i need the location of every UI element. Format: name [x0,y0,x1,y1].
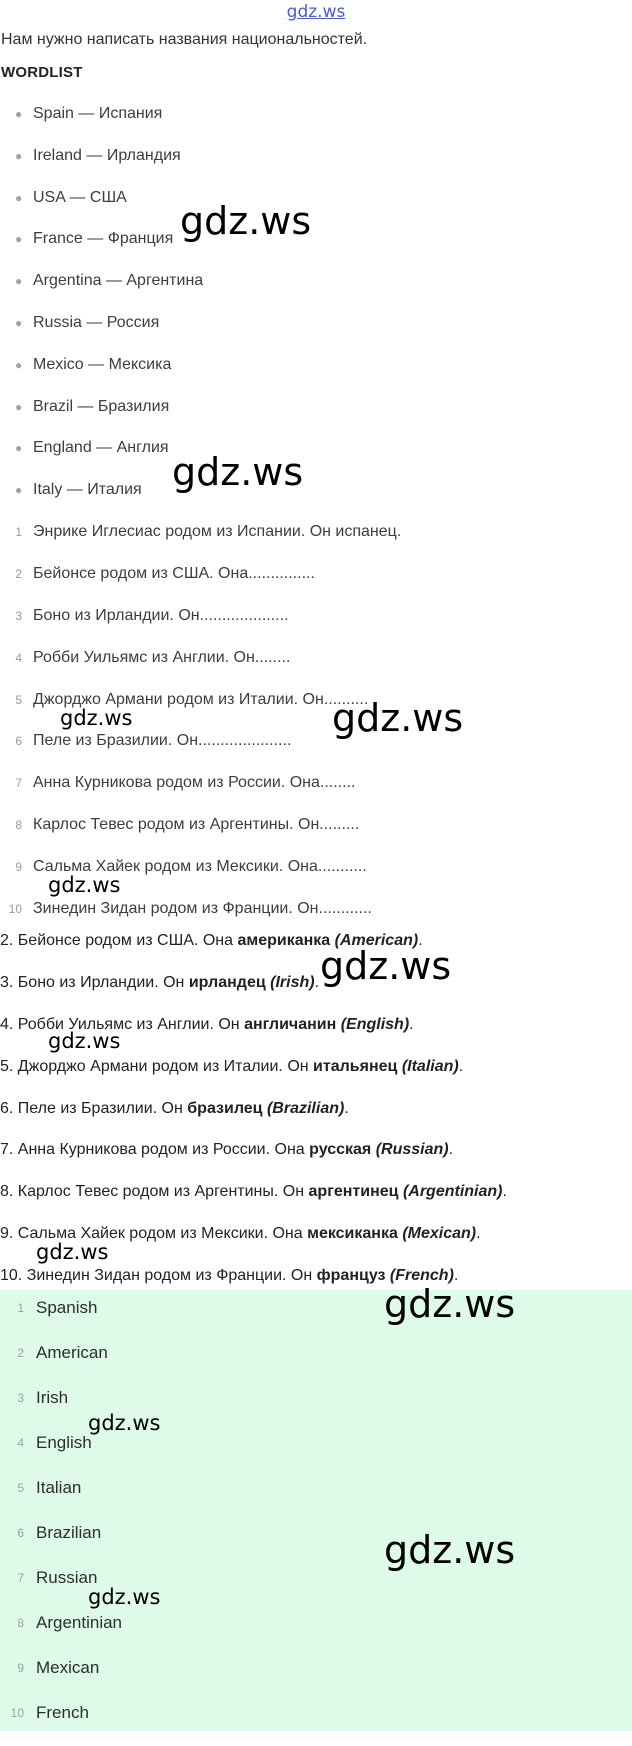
sentence-number: 7 [15,776,22,791]
watermark: gdz.ws [48,873,121,897]
wordlist-item [0,311,203,353]
answer-nationality-en: (Mexican) [402,1225,477,1243]
wordlist-text: Brazil — Бразилия [33,397,170,415]
result-item [0,1521,122,1566]
answer-nationality-en: (American) [334,932,419,949]
sentence-text: Боно из Ирландии. Он.................... [33,606,289,624]
answer-end: . [418,932,423,949]
wordlist-text: Russia — Россия [33,313,160,331]
sentence-number: 3 [15,608,22,623]
sentence-text: Джорджо Армани родом из Италии. Он.......... [33,690,369,708]
result-number: 4 [17,1436,24,1450]
result-number: 6 [17,1526,24,1540]
answer-nationality-en: (Irish) [270,973,315,991]
wordlist-item [0,395,203,437]
answer-item [0,1055,507,1097]
bullet-icon: ● [15,190,23,205]
answer-nationality-en: (Italian) [401,1057,459,1075]
bullet-icon: ● [15,274,23,289]
result-word: Brazilian [36,1523,102,1542]
result-item [0,1611,122,1656]
wordlist-text: France — Франция [33,230,174,248]
answer-nationality-ru: аргентинец [308,1183,399,1201]
answer-prefix: 6. Пеле из Бразилии. Он [0,1099,188,1117]
answer-nationality-en: (English) [340,1015,410,1033]
answer-end: . [458,1057,464,1075]
result-number: 8 [17,1616,24,1630]
answer-item [0,1097,507,1139]
sentence-number: 1 [15,525,22,539]
sentence-item [0,562,401,604]
wordlist-item [0,186,203,228]
intro-text: Нам нужно написать названия национальностей. [1,31,368,48]
answer-nationality-en: (Russian) [375,1141,449,1159]
result-word: Italian [36,1478,82,1497]
bullet-icon: ● [15,483,23,498]
answer-prefix: 8. Карлос Тевес родом из Аргентины. Он [0,1183,309,1201]
sentence-number: 9 [15,860,22,875]
sentence-text: Анна Курникова родом из России. Она........ [33,774,356,792]
sentence-number: 8 [15,818,22,833]
sentence-text: Энрике Иглесиас родом из Испании. Он испанец. [33,523,402,540]
result-number: 9 [17,1661,24,1675]
site-logo-link[interactable]: gdz.ws [286,2,346,22]
result-word: Mexican [36,1658,100,1677]
watermark: gdz.ws [172,450,304,494]
answer-end: . [476,1225,481,1243]
sentence-text: Зинедин Зидан родом из Франции. Он............ [33,900,372,918]
result-item [0,1296,122,1341]
wordlist-item [0,269,203,311]
answer-end: . [502,1183,507,1201]
answer-nationality-ru: француз [316,1267,386,1285]
answer-nationality-ru: бразилец [187,1099,263,1117]
answer-end: . [314,973,320,991]
result-item [0,1476,122,1521]
answer-nationality-ru: американка [237,932,331,949]
answer-nationality-en: (French) [389,1267,454,1285]
answer-nationality-ru: мексиканка [307,1225,398,1243]
wordlist-text: USA — США [33,188,127,206]
wordlist-text: Italy — Италия [33,481,142,499]
result-word: Spanish [36,1298,98,1317]
wordlist-text: England — Англия [33,439,169,457]
watermark: gdz.ws [36,1240,109,1264]
sentence-item [0,520,401,562]
bullet-icon: ● [15,148,23,163]
wordlist-item [0,144,203,186]
wordlist-item [0,102,203,144]
answer-nationality-ru: итальянец [313,1057,398,1075]
answer-nationality-ru: англичанин [244,1015,337,1033]
wordlist-heading: WORDLIST [1,64,83,81]
result-item [0,1701,122,1746]
sentence-text: Пеле из Бразилии. Он..................... [33,732,292,750]
watermark: gdz.ws [88,1411,161,1435]
result-number: 5 [17,1481,24,1495]
answer-prefix: 5. Джорджо Армани родом из Италии. Он [0,1057,314,1075]
answer-prefix: 7. Анна Курникова родом из России. Она [0,1141,310,1159]
result-word: Argentinian [36,1613,123,1632]
result-number: 1 [17,1301,24,1315]
sentence-text: Сальма Хайек родом из Мексики. Она........... [33,858,367,876]
result-number: 7 [17,1571,24,1585]
result-number: 3 [17,1391,24,1405]
result-word: English [36,1433,92,1452]
answer-nationality-ru: ирландец [188,973,266,991]
bullet-icon: ● [15,232,23,247]
answer-nationality-en: (Argentinian) [402,1183,503,1201]
sentence-number: 4 [15,650,22,665]
watermark: gdz.ws [88,1585,161,1609]
wordlist-item [0,227,203,269]
watermark: gdz.ws [48,1029,121,1053]
answer-item [0,1138,507,1180]
answer-prefix: 4. Робби Уильямс из Англии. Он [0,1015,245,1033]
results-list [0,1296,122,1746]
watermark: gdz.ws [384,1528,516,1572]
answer-prefix: 3. Боно из Ирландии. Он [0,973,189,991]
sentence-item [0,813,401,855]
sentence-text: Карлос Тевес родом из Аргентины. Он......... [33,816,360,834]
result-item [0,1341,122,1386]
sentence-text: Робби Уильямс из Англии. Он........ [33,648,291,666]
result-word: Irish [36,1388,69,1407]
watermark: gdz.ws [332,696,464,740]
sentence-item [0,771,401,813]
bullet-icon: ● [15,315,23,330]
wordlist-text: Ireland — Ирландия [33,146,181,164]
result-item [0,1656,122,1701]
answer-end: . [453,1267,459,1285]
bullet-icon: ● [15,107,23,121]
watermark: gdz.ws [60,706,133,730]
watermark: gdz.ws [180,199,312,243]
answer-item [0,1180,507,1222]
answer-prefix: 10. Зинедин Зидан родом из Франции. Он [0,1267,317,1285]
answer-nationality-en: (Brazilian) [266,1099,345,1117]
answer-prefix: 2. Бейонсе родом из США. Она [0,932,238,949]
answer-end: . [344,1099,349,1117]
result-number: 2 [17,1346,24,1360]
watermark: gdz.ws [384,1282,516,1326]
wordlist-text: Spain — Испания [33,105,163,122]
sentence-item [0,604,401,646]
result-item [0,1431,122,1476]
answer-end: . [448,1141,454,1159]
sentence-item [0,646,401,688]
sentence-number: 5 [15,692,22,707]
answer-nationality-ru: русская [309,1141,372,1159]
bullet-icon: ● [15,441,23,456]
result-number: 10 [10,1706,24,1720]
result-word: French [36,1703,89,1722]
sentence-number: 10 [8,902,22,917]
answer-prefix: 9. Сальма Хайек родом из Мексики. Она [0,1225,308,1243]
watermark: gdz.ws [320,944,452,988]
result-word: American [36,1343,108,1362]
bullet-icon: ● [15,399,23,414]
sentence-number: 6 [15,734,22,749]
bullet-icon: ● [15,357,23,372]
sentence-number: 2 [15,566,22,581]
wordlist-text: Argentina — Аргентина [33,272,204,290]
wordlist-text: Mexico — Мексика [33,355,172,373]
wordlist-item [0,353,203,395]
answer-end: . [409,1015,414,1033]
sentence-text: Бейонсе родом из США. Она............... [33,564,315,582]
result-word: Russian [36,1568,98,1587]
